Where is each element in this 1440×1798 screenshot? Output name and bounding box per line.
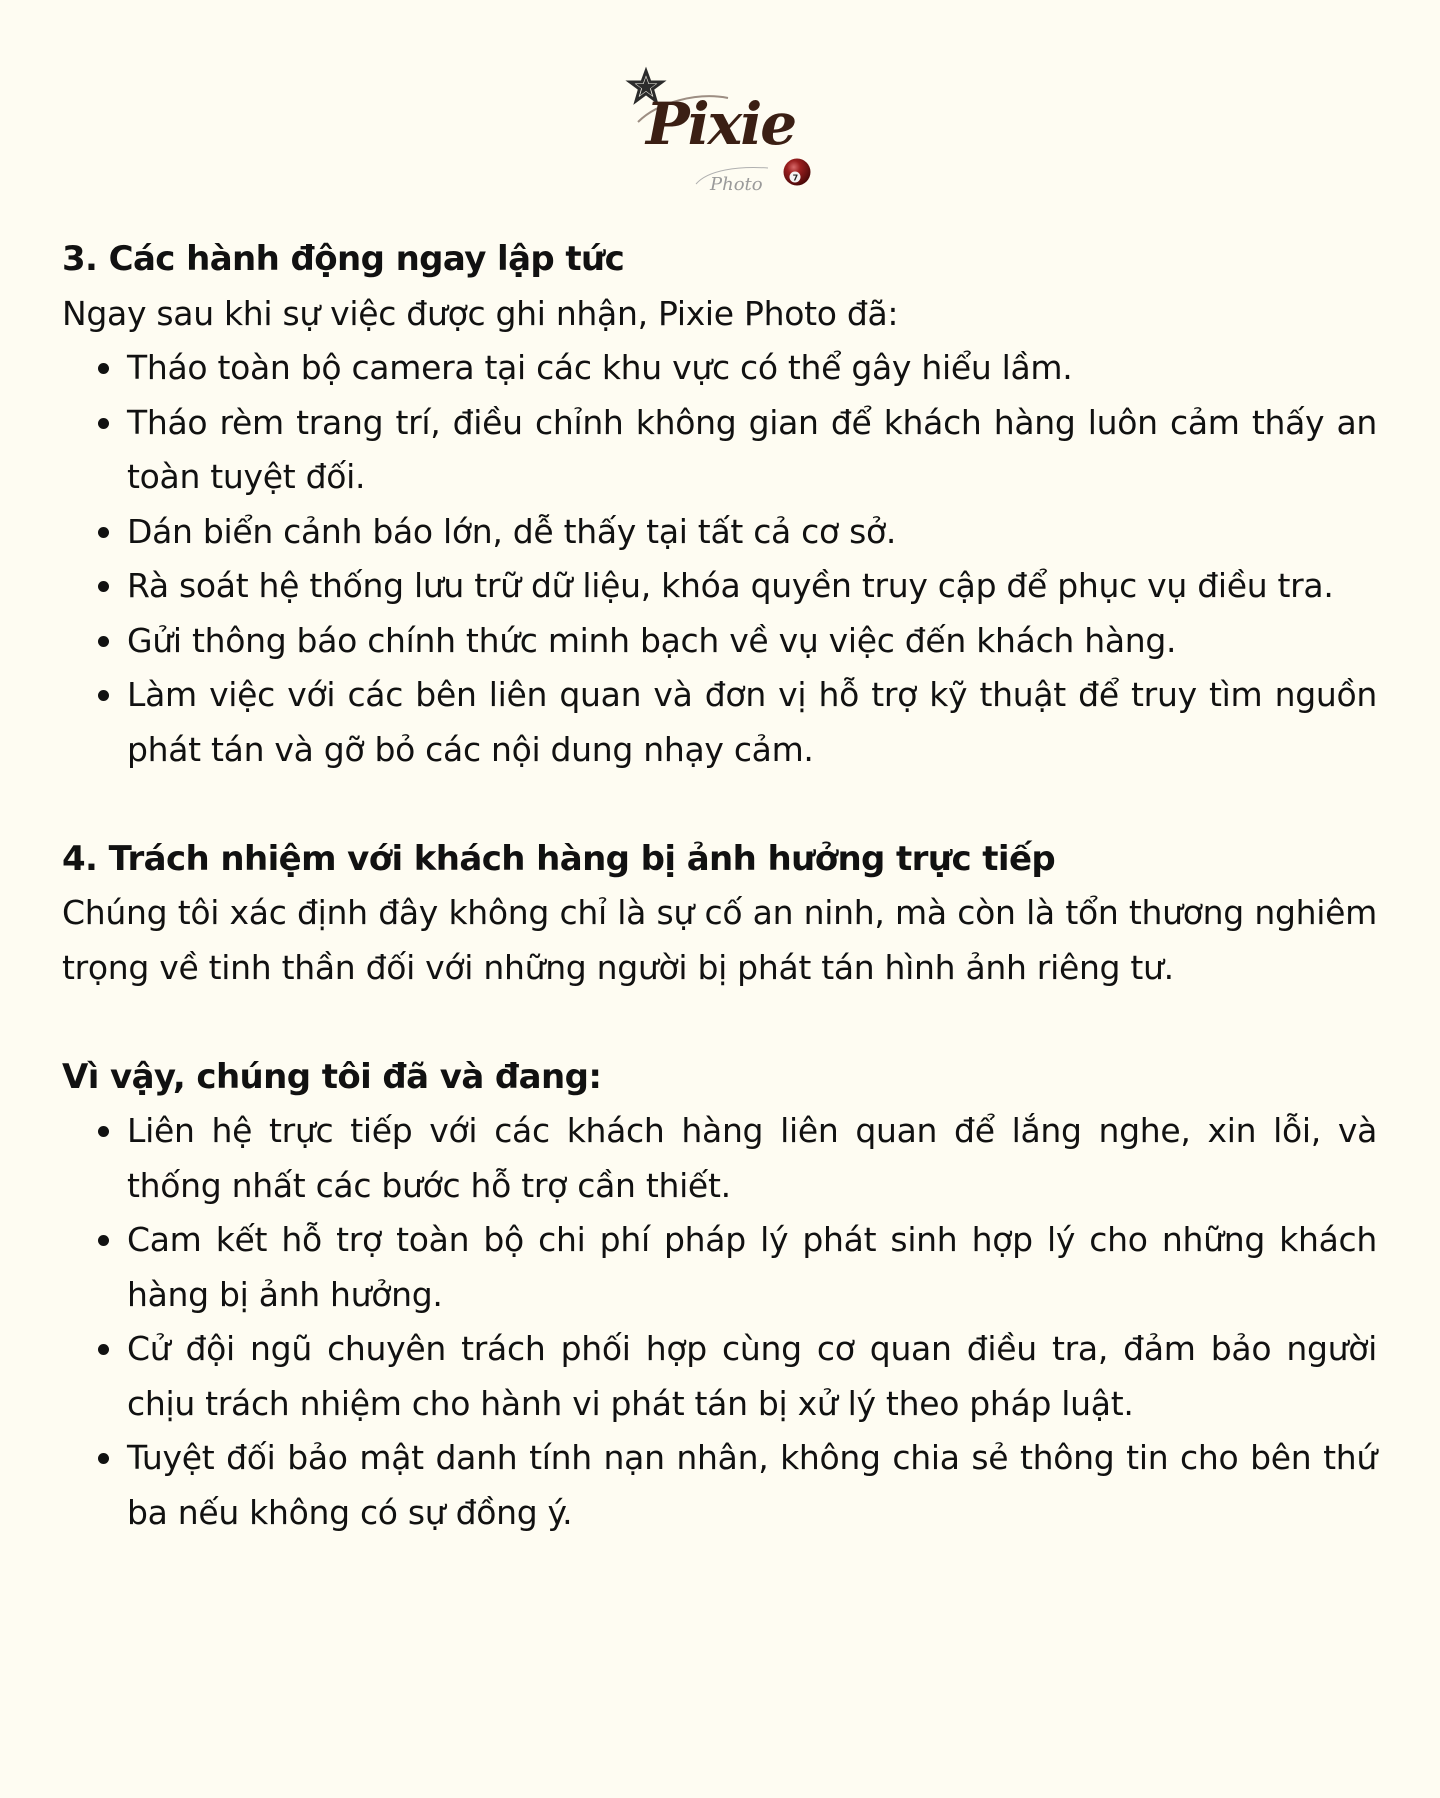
section-4-heading: 4. Trách nhiệm với khách hàng bị ảnh hưởng trực tiếp: [62, 838, 1056, 879]
list-item: Tháo rèm trang trí, điều chỉnh không gian để khách hàng luôn cảm thấy an toàn tuyệt đối.: [127, 396, 1377, 505]
section-4-paragraph: Chúng tôi xác định đây không chỉ là sự cố an ninh, mà còn là tổn thương nghiêm trọng về tinh thần đối với những người bị phát tán hình ảnh riêng tư.: [62, 893, 1377, 987]
section-3-heading: 3. Các hành động ngay lập tức: [62, 239, 625, 279]
list-item: Làm việc với các bên liên quan và đơn vị hỗ trợ kỹ thuật để truy tìm nguồn phát tán và gỡ bỏ các nội dung nhạy cảm.: [127, 668, 1377, 777]
bullet-icon: [98, 1453, 109, 1464]
document-body: [62, 232, 1377, 1540]
section-3-list: [62, 341, 1377, 777]
bullet-icon: [98, 363, 109, 374]
billiard-ball-icon: [784, 159, 811, 186]
logo-subtitle-text: Photo: [710, 174, 763, 195]
pixie-photo-logo: [618, 62, 828, 197]
bullet-icon: [98, 418, 109, 429]
section-3-intro: Ngay sau khi sự việc được ghi nhận, Pixie Photo đã:: [62, 293, 899, 333]
list-item: Cam kết hỗ trợ toàn bộ chi phí pháp lý phát sinh hợp lý cho những khách hàng bị ảnh hưởng.: [127, 1213, 1377, 1322]
bullet-icon: [98, 581, 109, 592]
bullet-icon: [98, 690, 109, 701]
list-item: Tháo toàn bộ camera tại các khu vực có thể gây hiểu lầm.: [127, 341, 1377, 396]
bullet-icon: [98, 1235, 109, 1246]
bullet-icon: [98, 636, 109, 647]
list-item: Dán biển cảnh báo lớn, dễ thấy tại tất cả cơ sở.: [127, 505, 1377, 560]
bullet-icon: [98, 1126, 109, 1137]
list-item: Rà soát hệ thống lưu trữ dữ liệu, khóa quyền truy cập để phục vụ điều tra.: [127, 559, 1377, 614]
section-immediate-actions: [62, 232, 1377, 777]
section-ongoing-actions: [62, 1050, 1377, 1541]
ongoing-actions-list: [62, 1104, 1377, 1540]
svg-text:7: 7: [792, 173, 799, 183]
section-customer-responsibility: [62, 832, 1377, 996]
list-item: Tuyệt đối bảo mật danh tính nạn nhân, không chia sẻ thông tin cho bên thứ ba nếu không có sự đồng ý.: [127, 1431, 1377, 1540]
spacer: [62, 995, 1377, 1050]
ongoing-actions-heading: Vì vậy, chúng tôi đã và đang:: [62, 1056, 602, 1097]
spacer: [62, 777, 1377, 832]
list-item: Gửi thông báo chính thức minh bạch về vụ việc đến khách hàng.: [127, 614, 1377, 669]
logo-brand-text: Pixie: [646, 90, 796, 158]
list-item: Cử đội ngũ chuyên trách phối hợp cùng cơ quan điều tra, đảm bảo người chịu trách nhiệm cho hành vi phát tán bị xử lý theo pháp luật.: [127, 1322, 1377, 1431]
list-item: Liên hệ trực tiếp với các khách hàng liên quan để lắng nghe, xin lỗi, và thống nhất các bước hỗ trợ cần thiết.: [127, 1104, 1377, 1213]
bullet-icon: [98, 1344, 109, 1355]
bullet-icon: [98, 527, 109, 538]
